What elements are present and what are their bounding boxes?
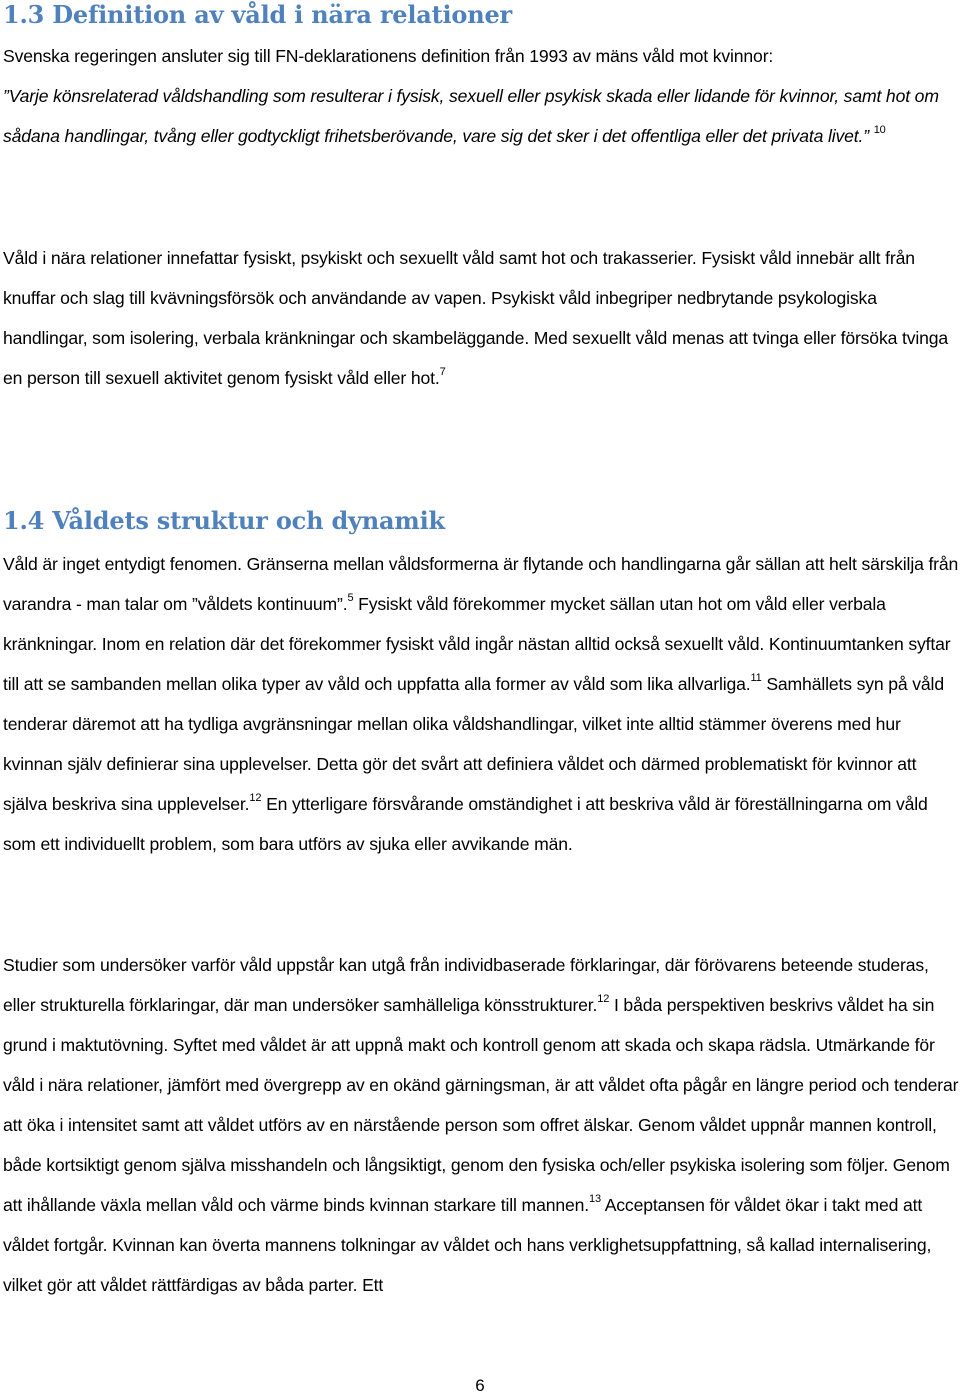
definition-paragraph <box>3 36 959 156</box>
paragraph-text: Acceptansen för våldet ökar i takt med att våldet fortgår. Kvinnan kan överta mannens tolkningar av våldet och hans verklighetsuppfattning, så kallad internalisering, vilket gör att våldet rättfärdigas av båda parter. Ett <box>3 1195 932 1295</box>
section-heading-1-4: 1.4 Våldets struktur och dynamik <box>3 506 445 535</box>
footnote-ref: 10 <box>873 124 886 136</box>
un-definition-quote: ”Varje könsrelaterad våldshandling som resulterar i fysisk, sexuell eller psykisk skada eller lidande för kvinnor, samt hot om sådana handlingar, tvång eller godtyckligt frihetsberövande, vare sig det sker i det offentliga eller det privata livet.” <box>3 86 939 146</box>
footnote-ref: 5 <box>347 592 354 604</box>
violence-types-paragraph <box>3 238 959 398</box>
footnote-ref: 7 <box>439 366 446 378</box>
footnote-ref: 13 <box>588 1193 601 1205</box>
footnote-ref: 11 <box>750 672 762 684</box>
paragraph-text: En ytterligare försvårande omständighet i att beskriva våld är föreställningarna om våld som ett individuellt problem, som bara utförs av sjuka eller avvikande män. <box>3 794 928 854</box>
footnote-ref: 12 <box>249 792 262 804</box>
continuum-paragraph <box>3 544 959 864</box>
explanations-paragraph <box>3 945 959 1305</box>
paragraph-text: Våld är inget entydigt fenomen. Gränserna mellan våldsformerna är flytande och handlingarna går sällan att helt särskilja från varandra - man talar om ”våldets kontinuum”. <box>3 554 959 614</box>
paragraph-text: Fysiskt våld förekommer mycket sällan utan hot om våld eller verbala kränkningar. Inom en relation där det förekommer fysiskt våld ingår nästan alltid också sexuellt våld. Kontinuumtanken syftar till att se sambanden mellan olika typer av våld och uppfatta alla former av våld som lika allvarliga. <box>3 594 951 694</box>
paragraph-text: Studier som undersöker varför våld uppstår kan utgå från individbaserade förklaringar, där förövarens beteende studeras, eller strukturella förklaringar, där man undersöker samhälleliga könsstrukturer. <box>3 955 929 1015</box>
footnote-ref: 12 <box>597 993 610 1005</box>
section-heading-1-3: 1.3 Definition av våld i nära relationer <box>3 0 512 29</box>
paragraph-text: Våld i nära relationer innefattar fysiskt, psykiskt och sexuellt våld samt hot och trakasserier. Fysiskt våld innebär allt från knuffar och slag till kvävningsförsök och användande av vapen. Psykiskt våld inbegriper nedbrytande psykologiska handlingar, som isolering, verbala kränkningar och skambeläggande. Med sexuellt våld menas att tvinga eller försöka tvinga en person till sexuell aktivitet genom fysiskt våld eller hot. <box>3 248 949 388</box>
paragraph-text: Samhällets syn på våld tenderar däremot att ha tydliga avgränsningar mellan olika våldshandlingar, vilket inte alltid stämmer överens med hur kvinnan själv definierar sina upplevelser. Detta gör det svårt att definiera våldet och därmed problematiskt för kvinnor att själva beskriva sina upplevelser. <box>3 674 944 814</box>
intro-text: Svenska regeringen ansluter sig till FN-deklarationens definition från 1993 av mäns våld mot kvinnor: <box>3 46 774 66</box>
page-number: 6 <box>475 1376 485 1395</box>
paragraph-text: I båda perspektiven beskrivs våldet ha sin grund i maktutövning. Syftet med våldet är att uppnå makt och kontroll genom att skada och skapa rädsla. Utmärkande för våld i nära relationer, jämfört med övergrepp av en okänd gärningsman, är att våldet ofta pågår en längre period och tenderar att öka i intensitet samt att våldet utförs av en närstående person som offret älskar. Genom våldet uppnår mannen kontroll, både kortsiktigt genom själva misshandeln och långsiktigt, genom den fysiska och/eller psykiska isolering som följer. Genom att ihållande växla mellan våld och värme binds kvinnan starkare till mannen. <box>3 995 959 1215</box>
